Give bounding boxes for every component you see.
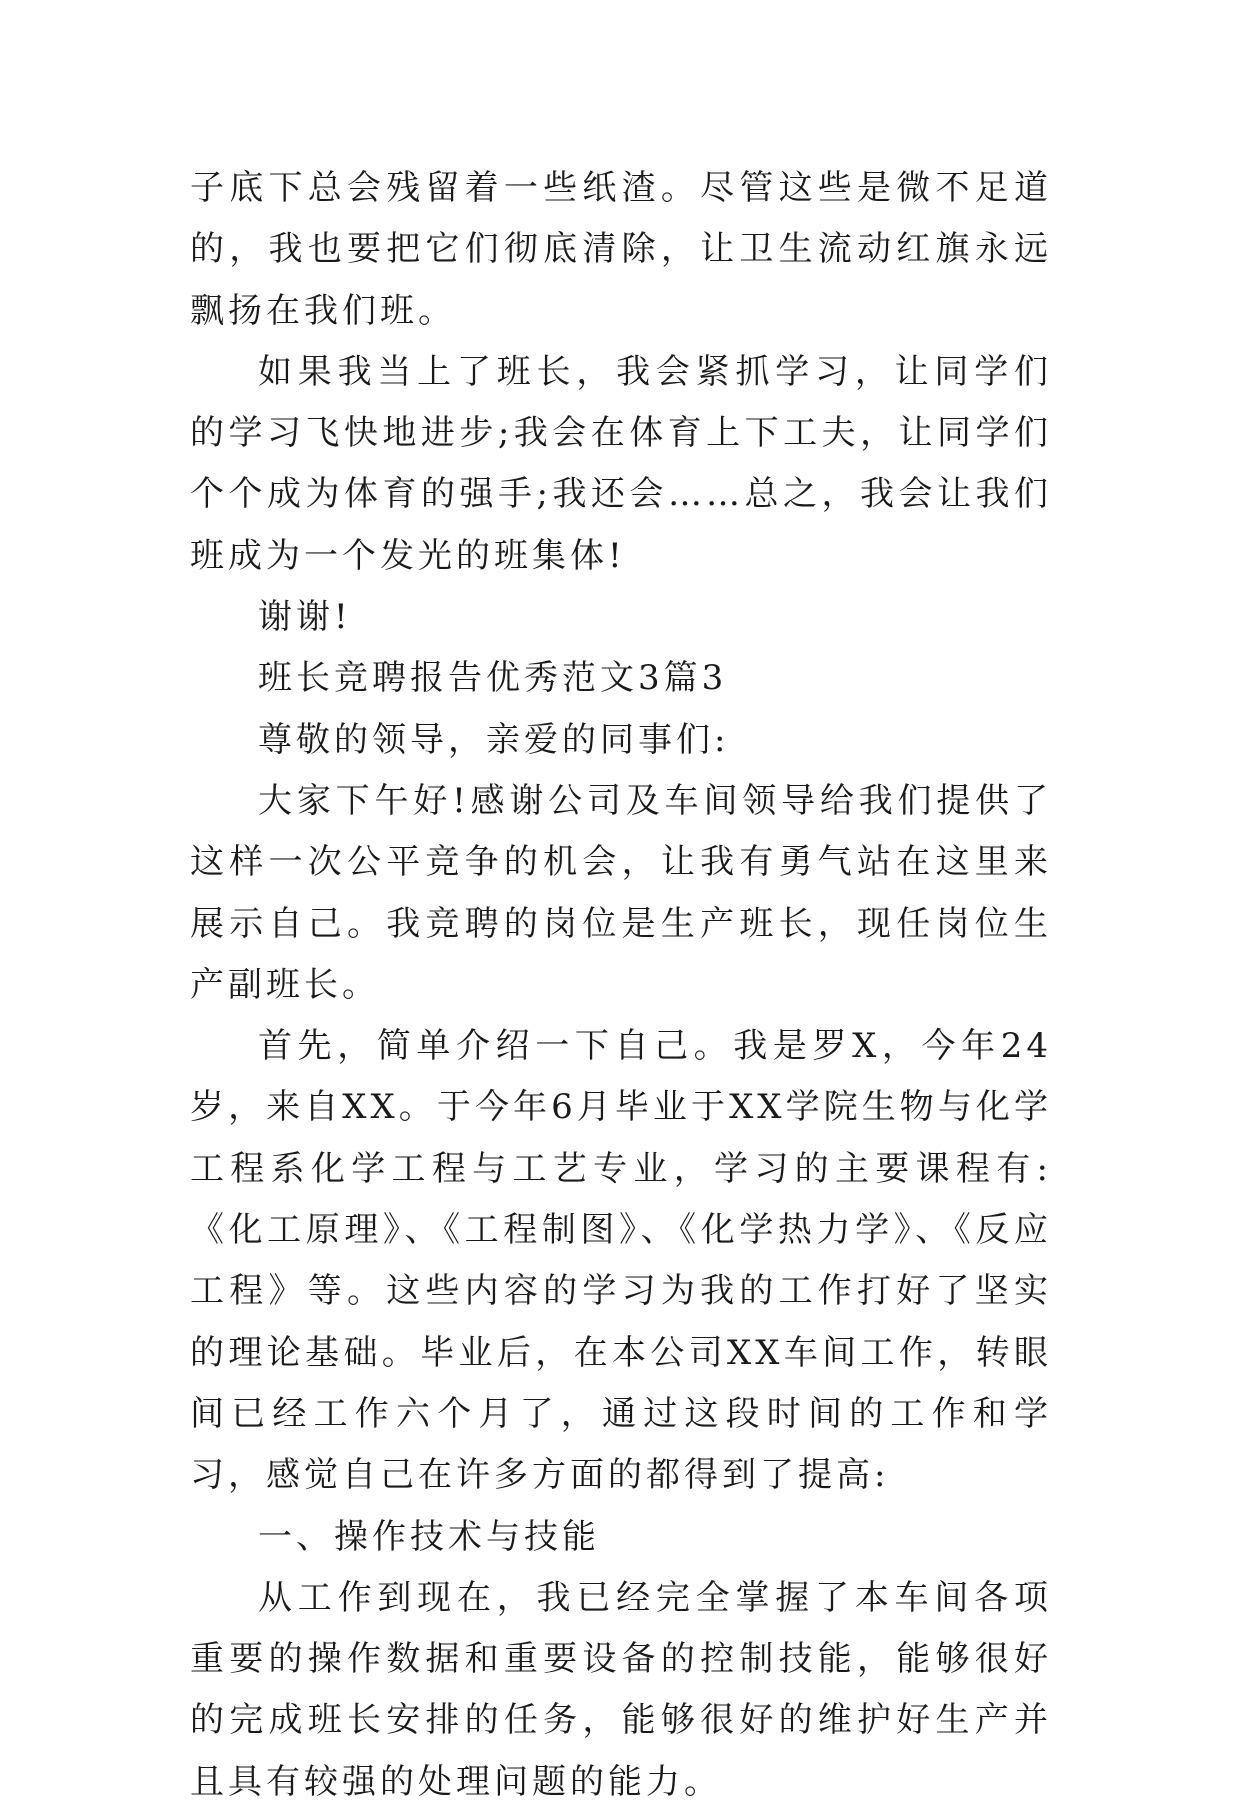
paragraph-greeting: 大家下午好!感谢公司及车间领导给我们提供了这样一次公平竞争的机会，让我有勇气站在这里来展示自己。我竞聘的岗位是生产班长，现任岗位生产副班长。 (190, 780, 1052, 1005)
paragraph-skills: 从工作到现在，我已经完全掌握了本车间各项重要的操作数据和重要设备的控制技能，能够很好的完成班长安排的任务，能够很好的维护好生产并且具有较强的处理问题的能力。 (190, 1577, 1052, 1802)
paragraph-thanks: 谢谢! (258, 597, 352, 638)
subsection-heading: 一、操作技术与技能 (258, 1516, 600, 1557)
section-heading: 班长竞聘报告优秀范文3篇3 (258, 658, 728, 699)
document-body (190, 158, 1052, 1813)
paragraph-self-introduction: 首先，简单介绍一下自己。我是罗X，今年24岁，来自XX。于今年6月毕业于XX学院生物与化学工程系化学工程与工艺专业，学习的主要课程有:《化工原理》、《工程制图》、《化学热力学》、《反应工程》等。这些内容的学习为我的工作打好了坚实的理论基础。毕业后，在本公司XX车间工作，转眼间已经工作六个月了，通过这段时间的工作和学习，感觉自己在许多方面的都得到了提高: (190, 1026, 1052, 1496)
paragraph-class-leader-plan: 如果我当上了班长，我会紧抓学习，让同学们的学习飞快地进步;我会在体育上下工夫，让同学们个个成为体育的强手;我还会……总之，我会让我们班成为一个发光的班集体! (190, 351, 1052, 576)
paragraph-continuation: 子底下总会残留着一些纸渣。尽管这些是微不足道的，我也要把它们彻底清除，让卫生流动红旗永远飘扬在我们班。 (190, 168, 1052, 331)
paragraph-salutation: 尊敬的领导，亲爱的同事们: (258, 719, 730, 760)
